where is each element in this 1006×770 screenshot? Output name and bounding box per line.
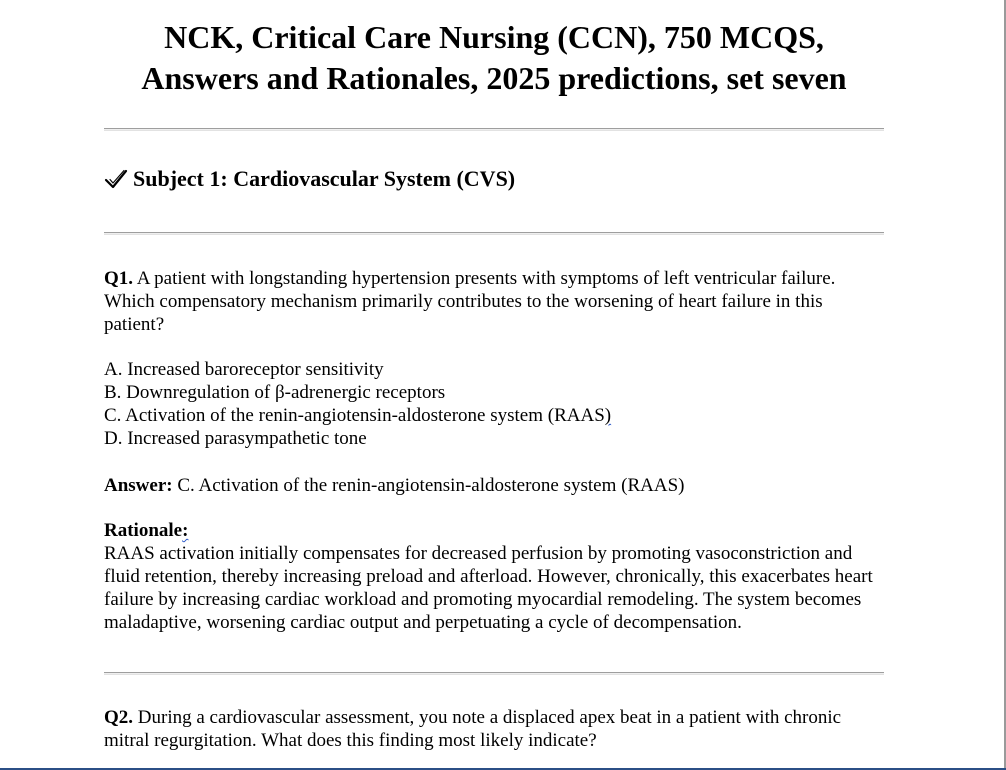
question-2-label: Q2. [104,707,134,728]
question-1-answer [104,474,884,497]
option-d: D. Increased parasympathetic tone [104,428,367,449]
horizontal-rule [104,128,884,131]
option-b: B. Downregulation of β-adrenergic receptors [104,382,446,403]
document-page [104,0,884,752]
answer-text: C. Activation of the renin-angiotensin-aldosterone system (RAAS) [172,475,685,496]
question-1-text: A patient with longstanding hypertension presents with symptoms of left ventricular failure. Which compensatory mechanism primarily contributes to the worsening of heart failure in this patient? [104,268,836,335]
spelling-squiggle: : [182,520,189,541]
question-2 [104,706,884,752]
option-a: A. Increased baroreceptor sensitivity [104,359,384,380]
rationale-label: Rationale [104,520,183,541]
spelling-squiggle: ) [604,405,612,426]
option-c-text: C. Activation of the renin-angiotensin-aldosterone system (RAAS [104,405,605,426]
question-2-text: During a cardiovascular assessment, you note a displaced apex beat in a patient with chronic mitral regurgitation. What does this finding most likely indicate? [104,707,842,751]
option-c [104,404,884,427]
subject-heading [104,166,884,192]
horizontal-rule [104,232,884,235]
question-1-label: Q1. [104,268,134,289]
title-line-1: NCK, Critical Care Nursing (CCN), 750 MCQS, [164,19,824,55]
horizontal-rule [104,672,884,675]
rationale-heading [104,519,884,542]
subject-heading-text: Subject 1: Cardiovascular System (CVS) [133,166,516,191]
question-1-options [104,358,884,450]
document-title [104,17,884,99]
title-line-2: Answers and Rationales, 2025 predictions, set seven [141,60,847,96]
answer-label: Answer: [104,475,173,496]
rationale-text: RAAS activation initially compensates for decreased perfusion by promoting vasoconstriction and fluid retention, thereby increasing preload and afterload. However, chronically, this exacerbates heart failure by increasing cardiac workload and promoting myocardial remodeling. The system becomes maladaptive, worsening cardiac output and perpetuating a cycle of decompensation. [104,543,873,633]
check-mark-icon [104,168,128,190]
question-1 [104,267,884,336]
